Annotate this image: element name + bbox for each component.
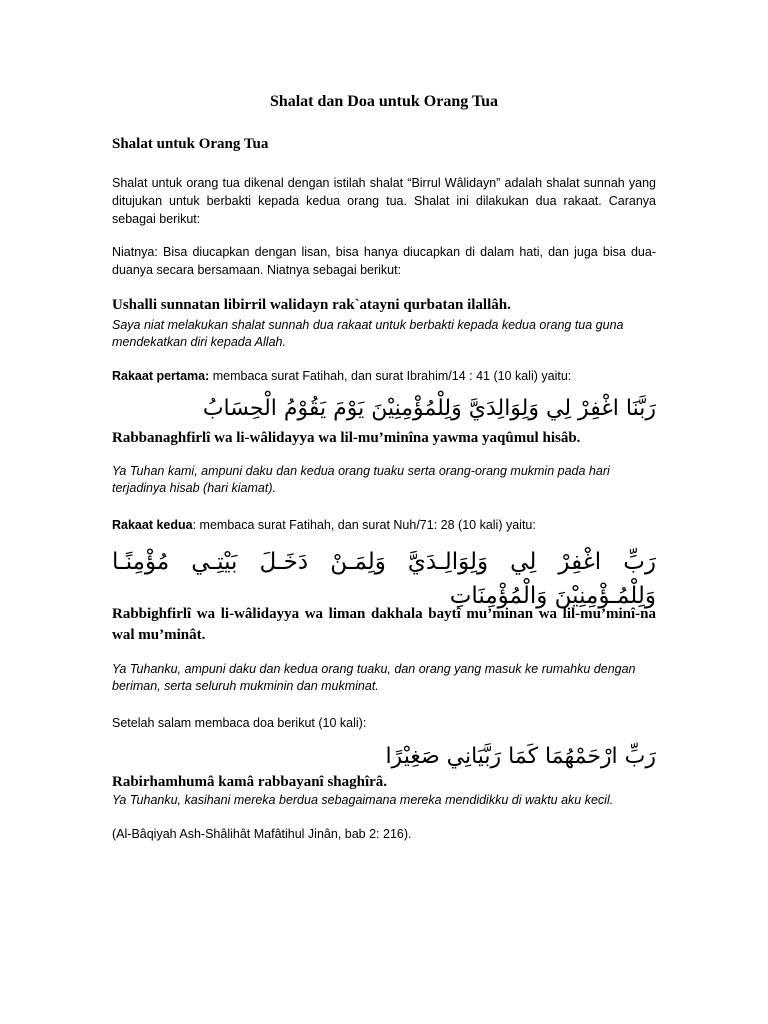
rakaat2-translation: Ya Tuhanku, ampuni daku dan kedua orang tuaku, dan orang yang masuk ke rumahku dengan beriman, serta seluruh mukminin dan mukminat. [112,662,636,693]
doa-translation: Ya Tuhanku, kasihani mereka berdua sebagaimana mereka mendidikku di waktu aku kecil. [112,793,614,807]
doa-latin: Rabirhamhumâ kamâ rabbayanî shaghîrâ. [112,774,388,790]
rakaat2-text: : membaca surat Fatihah, dan surat Nuh/71: 28 (10 kali) yaitu: [192,518,536,532]
after-salam-text: Setelah salam membaca doa berikut (10 kali): [112,716,367,730]
rakaat1-arabic: رَبَّنَا اغْفِرْ لِي وَلِوَالِدَيَّ وَلِلْمُؤْمِنِيْنَ يَوْمَ يَقُوْمُ الْحِسَابُ [202,396,656,421]
rakaat1-translation: Ya Tuhan kami, ampuni daku dan kedua orang tuaku serta orang-orang mukmin pada hari terjadinya hisab (hari kiamat). [112,464,610,495]
niat-translation: Saya niat melakukan shalat sunnah dua rakaat untuk berbakti kepada kedua orang tua guna mendekatkan diri kepada Allah. [112,318,624,349]
section-heading: Shalat untuk Orang Tua [112,136,269,152]
niat-intro-paragraph: Niatnya: Bisa diucapkan dengan lisan, bisa hanya diucapkan di dalam hati, dan juga bisa dua-duanya secara bersamaan. Niatnya sebagai berikut: [112,245,656,277]
document-title: Shalat dan Doa untuk Orang Tua [269,93,499,110]
doa-arabic: رَبِّ ارْحَمْهُمَا كَمَا رَبَّيَانِي صَغِيْرًا [385,744,656,769]
rakaat1-instruction [112,367,656,385]
rakaat2-label: Rakaat kedua [112,518,193,532]
rakaat1-label: Rakaat pertama: [112,369,210,383]
intro-paragraph: Shalat untuk orang tua dikenal dengan istilah shalat “Birrul Wâlidayn” adalah shalat sunnah yang ditujukan untuk berbakti kepada kedua orang tua. Shalat ini dilakukan dua rakaat. Caranya sebagai berikut: [112,176,656,226]
rakaat2-latin: Rabbighfirlî wa li-wâlidayya wa liman dakhala baytî mu’minan wa lil-mu’minî-na wal mu’minât. [112,606,656,643]
rakaat1-text: membaca surat Fatihah, dan surat Ibrahim/14 : 41 (10 kali) yaitu: [209,369,572,383]
rakaat2-instruction [112,516,656,534]
doa-source: (Al-Bâqiyah Ash-Shâlihât Mafâtihul Jinân, bab 2: 216). [112,827,412,841]
rakaat2-arabic: رَبِّ اغْفِرْ لِي وَلِوَالِـدَيَّ وَلِمَـنْ دَخَـلَ بَيْتِـي مُؤْمِنًـا وَلِلْمُـؤْمِنِيْنَ وَالْمُؤْمِنَاتِ [112,549,656,609]
rakaat1-latin: Rabbanaghfirlî wa li-wâlidayya wa lil-mu’minîna yawma yaqûmul hisâb. [112,430,581,446]
niat-latin: Ushalli sunnatan libirril walidayn rak`atayni qurbatan ilallâh. [112,297,511,313]
